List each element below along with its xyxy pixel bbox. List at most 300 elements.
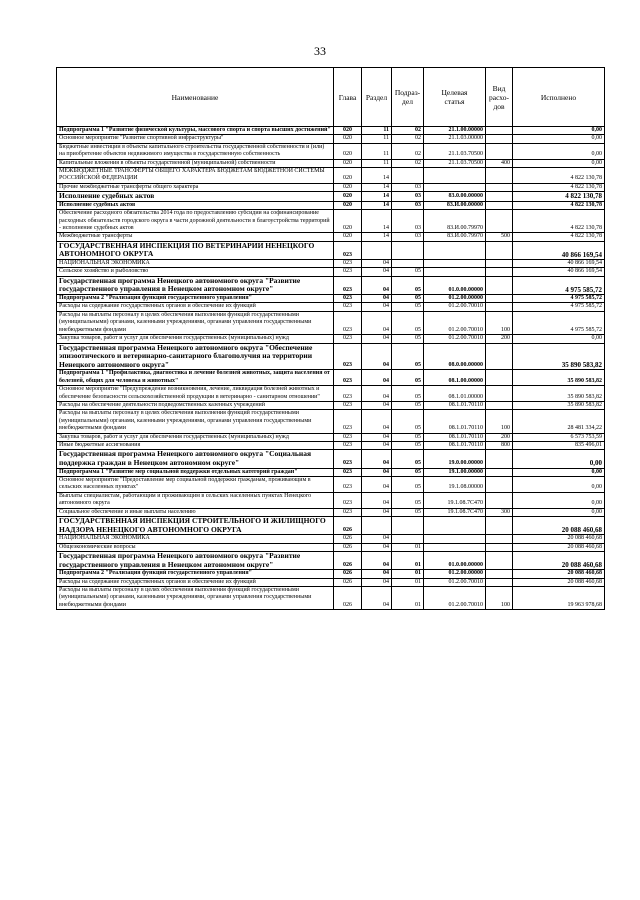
- row-vid: [486, 201, 513, 209]
- row-name: Исполнение судебных актов: [57, 192, 334, 202]
- row-glava: 026: [334, 578, 362, 586]
- row-statya: 01.2.00.70010: [424, 578, 486, 586]
- table-row: [57, 570, 605, 578]
- row-podrazdel: [392, 516, 424, 534]
- row-name: Расходы на выплаты персоналу в целях обеспечения выполнения функций государственными (муниципальными) органами, казенными учреждениями, органами управления государственными внебюджетными фондами: [57, 311, 334, 334]
- row-name: Обеспечение расходного обязательства 2014 года по предоставлению субсидии на софинансирование расходных обязательств городского округа в части дорожной деятельности в благоустройства территорий - исполнение судебных актов: [57, 210, 334, 233]
- row-razdel: 04: [362, 295, 392, 303]
- row-vid: [486, 241, 513, 259]
- row-podrazdel: 02: [392, 127, 424, 135]
- table-row: [57, 386, 605, 402]
- row-razdel: 04: [362, 492, 392, 508]
- row-statya: [424, 168, 486, 184]
- row-amount: 4 822 130,78: [513, 168, 605, 184]
- row-amount: 835 496,01: [513, 441, 605, 449]
- row-razdel: 04: [362, 410, 392, 433]
- row-name: ГОСУДАРСТВЕННАЯ ИНСПЕКЦИЯ СТРОИТЕЛЬНОГО И ЖИЛИЩНОГО НАДЗОРА НЕНЕЦКОГО АВТОНОМНОГО ОКРУГА: [57, 516, 334, 534]
- row-razdel: 04: [362, 303, 392, 311]
- row-statya: [424, 183, 486, 191]
- row-statya: 08.0.00.00000: [424, 343, 486, 370]
- row-razdel: 04: [362, 570, 392, 578]
- row-statya: 21.1.03.70500: [424, 159, 486, 167]
- row-razdel: 04: [362, 276, 392, 294]
- row-podrazdel: 02: [392, 143, 424, 159]
- table-row: [57, 508, 605, 516]
- row-glava: 023: [334, 386, 362, 402]
- row-vid: [486, 551, 513, 569]
- col-header-glava: Глава: [334, 68, 362, 127]
- row-podrazdel: 03: [392, 233, 424, 241]
- row-razdel: 04: [362, 386, 392, 402]
- row-vid: [486, 578, 513, 586]
- row-glava: 020: [334, 159, 362, 167]
- table-row: [57, 127, 605, 135]
- row-statya: 01.2.00.70010: [424, 586, 486, 609]
- row-razdel: 14: [362, 192, 392, 202]
- row-razdel: 14: [362, 210, 392, 233]
- row-razdel: [362, 241, 392, 259]
- table-row: [57, 159, 605, 167]
- row-name: Расходы на содержание государственных органов и обеспечение их функций: [57, 303, 334, 311]
- row-amount: 20 088 460,68: [513, 570, 605, 578]
- row-podrazdel: [392, 535, 424, 543]
- row-statya: 01.2.00.70010: [424, 311, 486, 334]
- row-name: МЕЖБЮДЖЕТНЫЕ ТРАНСФЕРТЫ ОБЩЕГО ХАРАКТЕРА БЮДЖЕТАМ БЮДЖЕТНОЙ СИСТЕМЫ РОССИЙСКОЙ ФЕДЕРАЦИИ: [57, 168, 334, 184]
- table-row: [57, 370, 605, 386]
- row-statya: 08.1.01.70110: [424, 433, 486, 441]
- col-header-amount: Исполнено: [513, 68, 605, 127]
- row-name: Капитальные вложения в объекты государственной (муниципальной) собственности: [57, 159, 334, 167]
- col-header-vid: Вид расхо- дов: [486, 68, 513, 127]
- row-amount: 4 822 130,78: [513, 183, 605, 191]
- row-podrazdel: 01: [392, 570, 424, 578]
- col-header-podrazdel: Подраз- дел: [392, 68, 424, 127]
- table-row: [57, 476, 605, 492]
- row-name: Сельское хозяйство и рыболовство: [57, 268, 334, 276]
- row-name: Общеэкономические вопросы: [57, 543, 334, 551]
- row-glava: 023: [334, 410, 362, 433]
- row-vid: 100: [486, 311, 513, 334]
- row-razdel: 04: [362, 476, 392, 492]
- row-podrazdel: 01: [392, 551, 424, 569]
- row-podrazdel: 01: [392, 578, 424, 586]
- row-name: Государственная программа Ненецкого автономного округа "Обеспечение эпизоотического и ветеринарно-санитарного благополучия на территории Ненецкого автономного округа": [57, 343, 334, 370]
- row-glava: 023: [334, 311, 362, 334]
- row-statya: 08.1.00.00000: [424, 370, 486, 386]
- row-amount: 4 822 130,78: [513, 210, 605, 233]
- row-vid: [486, 468, 513, 476]
- row-statya: 01.2.00.70010: [424, 303, 486, 311]
- row-razdel: 14: [362, 183, 392, 191]
- row-amount: 0,00: [513, 492, 605, 508]
- row-name: Иные бюджетные ассигнования: [57, 441, 334, 449]
- table-row: [57, 343, 605, 370]
- row-razdel: 04: [362, 578, 392, 586]
- row-amount: 20 088 460,68: [513, 578, 605, 586]
- row-amount: 6 573 753,59: [513, 433, 605, 441]
- row-vid: [486, 183, 513, 191]
- row-podrazdel: 05: [392, 433, 424, 441]
- table-row: [57, 516, 605, 534]
- row-statya: 19.1.08.7С470: [424, 492, 486, 508]
- row-razdel: 04: [362, 343, 392, 370]
- row-vid: [486, 295, 513, 303]
- row-razdel: 04: [362, 586, 392, 609]
- row-podrazdel: 03: [392, 183, 424, 191]
- row-amount: 40 866 169,54: [513, 268, 605, 276]
- row-name: Расходы на обеспечение деятельности подведомственных казенных учреждений: [57, 401, 334, 409]
- row-statya: 08.1.01.70110: [424, 441, 486, 449]
- row-amount: 4 822 130,78: [513, 192, 605, 202]
- row-amount: 4 975 585,72: [513, 303, 605, 311]
- row-amount: 20 088 460,68: [513, 551, 605, 569]
- row-name: Подпрограмма 1 "Развитие мер социальной поддержки отдельных категорий граждан": [57, 468, 334, 476]
- row-razdel: 04: [362, 433, 392, 441]
- row-vid: [486, 303, 513, 311]
- row-vid: [486, 516, 513, 534]
- row-amount: 0,00: [513, 127, 605, 135]
- row-vid: [486, 135, 513, 143]
- row-statya: [424, 543, 486, 551]
- row-amount: 4 975 585,72: [513, 276, 605, 294]
- row-podrazdel: [392, 260, 424, 268]
- row-glava: 023: [334, 335, 362, 343]
- row-statya: 19.1.00.00000: [424, 468, 486, 476]
- row-podrazdel: 01: [392, 586, 424, 609]
- row-name: Основное мероприятие "Предупреждение возникновения, лечение, ликвидация болезней животных и обеспечение безопасности сельскохозяйственной продукции в ветеринарно - санитарном отношении": [57, 386, 334, 402]
- row-podrazdel: 02: [392, 159, 424, 167]
- row-podrazdel: 01: [392, 543, 424, 551]
- row-statya: 01.2.00.00000: [424, 570, 486, 578]
- row-vid: [486, 127, 513, 135]
- row-razdel: 04: [362, 260, 392, 268]
- row-amount: 4 975 585,72: [513, 295, 605, 303]
- row-statya: 19.1.08.00000: [424, 476, 486, 492]
- row-name: Прочие межбюджетные трансферты общего характера: [57, 183, 334, 191]
- row-amount: 0,00: [513, 476, 605, 492]
- row-amount: 0,00: [513, 508, 605, 516]
- row-amount: 4 975 585,72: [513, 311, 605, 334]
- table-row: [57, 168, 605, 184]
- row-vid: 800: [486, 441, 513, 449]
- row-name: Бюджетные инвестиции в объекты капитального строительства государственной собственности и (или) на приобретение объектов недвижимого имущества в государственную собственность: [57, 143, 334, 159]
- table-row: [57, 143, 605, 159]
- row-podrazdel: 05: [392, 492, 424, 508]
- row-podrazdel: 05: [392, 441, 424, 449]
- row-glava: 023: [334, 508, 362, 516]
- row-amount: 0,00: [513, 135, 605, 143]
- row-vid: [486, 143, 513, 159]
- table-row: [57, 192, 605, 202]
- row-podrazdel: 05: [392, 450, 424, 468]
- table-row: [57, 468, 605, 476]
- row-amount: 0,00: [513, 143, 605, 159]
- row-vid: [486, 343, 513, 370]
- row-statya: 21.1.00.00000: [424, 127, 486, 135]
- row-name: Государственная программа Ненецкого автономного округа "Развитие государственного управления в Ненецком автономном округе": [57, 551, 334, 569]
- row-glava: 023: [334, 260, 362, 268]
- row-name: Расходы на выплаты персоналу в целях обеспечения выполнения функций государственными (муниципальными) органами, казенными учреждениями, органами управления государственными внебюджетными фондами: [57, 586, 334, 609]
- row-name: Выплаты специалистам, работающим и проживающим в сельских населенных пунктах Ненецкого автономного округа: [57, 492, 334, 508]
- row-statya: 83.0.00.00000: [424, 192, 486, 202]
- row-name: Межбюджетные трансферты: [57, 233, 334, 241]
- row-vid: [486, 492, 513, 508]
- table-row: [57, 450, 605, 468]
- table-body: [57, 127, 605, 610]
- row-statya: [424, 268, 486, 276]
- row-name: Закупка товаров, работ и услуг для обеспечения государственных (муниципальных) нужд: [57, 335, 334, 343]
- row-glava: 023: [334, 441, 362, 449]
- row-razdel: 04: [362, 401, 392, 409]
- col-header-statya: Целевая статья: [424, 68, 486, 127]
- row-amount: 0,00: [513, 468, 605, 476]
- table-row: [57, 276, 605, 294]
- row-podrazdel: 03: [392, 210, 424, 233]
- row-podrazdel: [392, 241, 424, 259]
- row-glava: 020: [334, 168, 362, 184]
- row-vid: 200: [486, 433, 513, 441]
- row-glava: 023: [334, 492, 362, 508]
- row-glava: 020: [334, 127, 362, 135]
- row-vid: [486, 386, 513, 402]
- row-amount: 35 890 583,82: [513, 370, 605, 386]
- row-name: ГОСУДАРСТВЕННАЯ ИНСПЕКЦИЯ ПО ВЕТЕРИНАРИИ НЕНЕЦКОГО АВТОНОМНОГО ОКРУГА: [57, 241, 334, 259]
- row-statya: 21.1.03.00000: [424, 135, 486, 143]
- row-glava: 026: [334, 535, 362, 543]
- row-glava: 023: [334, 268, 362, 276]
- row-glava: 026: [334, 551, 362, 569]
- row-glava: 023: [334, 468, 362, 476]
- table-header-row: [57, 68, 605, 127]
- row-podrazdel: 05: [392, 370, 424, 386]
- row-name: НАЦИОНАЛЬНАЯ ЭКОНОМИКА: [57, 260, 334, 268]
- row-vid: [486, 535, 513, 543]
- row-razdel: 04: [362, 468, 392, 476]
- row-vid: [486, 276, 513, 294]
- row-razdel: 14: [362, 168, 392, 184]
- row-podrazdel: 05: [392, 410, 424, 433]
- table-row: [57, 492, 605, 508]
- row-podrazdel: 05: [392, 303, 424, 311]
- row-statya: 08.1.01.00000: [424, 386, 486, 402]
- row-vid: [486, 268, 513, 276]
- row-glava: 020: [334, 233, 362, 241]
- row-razdel: 04: [362, 311, 392, 334]
- row-glava: 020: [334, 192, 362, 202]
- table-row: [57, 135, 605, 143]
- row-name: Подпрограмма 1 "Развитие физической культуры, массового спорта и спорта высших достижений": [57, 127, 334, 135]
- row-statya: 21.1.03.70500: [424, 143, 486, 159]
- row-glava: 026: [334, 543, 362, 551]
- row-vid: 100: [486, 410, 513, 433]
- row-amount: 0,00: [513, 159, 605, 167]
- row-vid: 500: [486, 233, 513, 241]
- row-name: Основное мероприятие "Предоставление мер социальной поддержки гражданам, проживающим в сельских населенных пунктах": [57, 476, 334, 492]
- row-podrazdel: 05: [392, 508, 424, 516]
- row-statya: 01.2.00.00000: [424, 295, 486, 303]
- row-razdel: 04: [362, 543, 392, 551]
- table-row: [57, 303, 605, 311]
- row-glava: 020: [334, 143, 362, 159]
- row-razdel: 04: [362, 535, 392, 543]
- row-razdel: 14: [362, 233, 392, 241]
- row-razdel: 11: [362, 135, 392, 143]
- row-podrazdel: 05: [392, 335, 424, 343]
- row-razdel: 11: [362, 127, 392, 135]
- row-amount: 4 822 130,78: [513, 201, 605, 209]
- row-statya: [424, 260, 486, 268]
- row-razdel: 11: [362, 159, 392, 167]
- row-statya: 19.0.00.00000: [424, 450, 486, 468]
- row-glava: 020: [334, 210, 362, 233]
- table-row: [57, 578, 605, 586]
- table-row: [57, 535, 605, 543]
- row-podrazdel: 05: [392, 295, 424, 303]
- row-vid: [486, 401, 513, 409]
- row-razdel: 04: [362, 450, 392, 468]
- row-statya: 01.2.00.70010: [424, 335, 486, 343]
- row-name: Подпрограмма 2 "Реализация функций государственного управления": [57, 295, 334, 303]
- row-podrazdel: 05: [392, 386, 424, 402]
- col-header-name: Наименование: [57, 68, 334, 127]
- col-header-razdel: Раздел: [362, 68, 392, 127]
- row-name: Подпрограмма 2 "Реализация функций государственного управления": [57, 570, 334, 578]
- row-name: Государственная программа Ненецкого автономного округа "Развитие государственного управления в Ненецком автономном округе": [57, 276, 334, 294]
- row-glava: 023: [334, 401, 362, 409]
- row-podrazdel: 05: [392, 343, 424, 370]
- table-row: [57, 410, 605, 433]
- table-row: [57, 183, 605, 191]
- row-statya: 83.И.00.79970: [424, 233, 486, 241]
- row-amount: 20 088 460,68: [513, 535, 605, 543]
- row-statya: 08.1.01.70110: [424, 401, 486, 409]
- row-podrazdel: 05: [392, 276, 424, 294]
- row-glava: 023: [334, 450, 362, 468]
- row-name: Социальное обеспечение и иные выплаты населению: [57, 508, 334, 516]
- row-amount: 40 866 169,54: [513, 260, 605, 268]
- row-glava: 020: [334, 183, 362, 191]
- table-row: [57, 295, 605, 303]
- row-vid: [486, 370, 513, 386]
- row-razdel: 04: [362, 335, 392, 343]
- row-glava: 020: [334, 201, 362, 209]
- table-row: [57, 543, 605, 551]
- row-podrazdel: 05: [392, 268, 424, 276]
- row-podrazdel: 05: [392, 476, 424, 492]
- table-row: [57, 311, 605, 334]
- row-vid: [486, 192, 513, 202]
- row-vid: 200: [486, 335, 513, 343]
- row-glava: 020: [334, 135, 362, 143]
- row-name: Государственная программа Ненецкого автономного округа "Социальная поддержка граждан в Ненецком автономном округе": [57, 450, 334, 468]
- row-statya: 83.И.00.79970: [424, 210, 486, 233]
- row-razdel: 04: [362, 441, 392, 449]
- row-razdel: 04: [362, 370, 392, 386]
- row-statya: [424, 535, 486, 543]
- row-name: Закупка товаров, работ и услуг для обеспечения государственных (муниципальных) нужд: [57, 433, 334, 441]
- row-statya: 01.0.00.00000: [424, 276, 486, 294]
- row-razdel: 04: [362, 551, 392, 569]
- row-podrazdel: 03: [392, 192, 424, 202]
- row-vid: [486, 450, 513, 468]
- row-amount: 0,00: [513, 335, 605, 343]
- row-glava: 023: [334, 303, 362, 311]
- row-glava: 026: [334, 516, 362, 534]
- row-podrazdel: 05: [392, 311, 424, 334]
- row-glava: 023: [334, 433, 362, 441]
- row-razdel: [362, 516, 392, 534]
- row-vid: 300: [486, 508, 513, 516]
- budget-table: [56, 67, 605, 610]
- row-amount: 35 890 583,82: [513, 386, 605, 402]
- row-vid: [486, 168, 513, 184]
- table-row: [57, 241, 605, 259]
- row-razdel: 04: [362, 268, 392, 276]
- row-name: Основное мероприятие "Развитие спортивной инфраструктуры": [57, 135, 334, 143]
- row-name: Исполнение судебных актов: [57, 201, 334, 209]
- row-glava: 023: [334, 476, 362, 492]
- row-podrazdel: 02: [392, 135, 424, 143]
- table-row: [57, 210, 605, 233]
- row-amount: 20 088 460,68: [513, 516, 605, 534]
- table-row: [57, 233, 605, 241]
- row-amount: 40 866 169,54: [513, 241, 605, 259]
- row-vid: [486, 570, 513, 578]
- row-podrazdel: 05: [392, 401, 424, 409]
- row-glava: 023: [334, 295, 362, 303]
- row-amount: 0,00: [513, 450, 605, 468]
- row-glava: 023: [334, 343, 362, 370]
- row-amount: 19 963 978,68: [513, 586, 605, 609]
- row-razdel: 11: [362, 143, 392, 159]
- table-row: [57, 433, 605, 441]
- row-podrazdel: 03: [392, 201, 424, 209]
- table-row: [57, 201, 605, 209]
- table-row: [57, 268, 605, 276]
- row-glava: 023: [334, 370, 362, 386]
- row-name: Расходы на содержание государственных органов и обеспечение их функций: [57, 578, 334, 586]
- row-glava: 026: [334, 570, 362, 578]
- table-row: [57, 586, 605, 609]
- row-name: Расходы на выплаты персоналу в целях обеспечения выполнения функций государственными (муниципальными) органами, казенными учреждениями, органами управления государственными внебюджетными фондами: [57, 410, 334, 433]
- row-razdel: 14: [362, 201, 392, 209]
- row-vid: [486, 543, 513, 551]
- row-vid: 400: [486, 159, 513, 167]
- row-podrazdel: 05: [392, 468, 424, 476]
- row-amount: 35 890 583,82: [513, 343, 605, 370]
- table-row: [57, 260, 605, 268]
- row-amount: 20 088 460,68: [513, 543, 605, 551]
- row-glava: 023: [334, 241, 362, 259]
- row-amount: 28 481 334,22: [513, 410, 605, 433]
- row-razdel: 04: [362, 508, 392, 516]
- row-amount: 4 822 130,78: [513, 233, 605, 241]
- row-name: НАЦИОНАЛЬНАЯ ЭКОНОМИКА: [57, 535, 334, 543]
- table-row: [57, 551, 605, 569]
- row-podrazdel: [392, 168, 424, 184]
- row-vid: [486, 210, 513, 233]
- table-row: [57, 335, 605, 343]
- row-name: Подпрограмма 1 "Профилактика, диагностика и лечение болезней животных, защита населения от болезней, общих для человека и животных": [57, 370, 334, 386]
- row-statya: 01.0.00.00000: [424, 551, 486, 569]
- row-statya: 83.И.00.00000: [424, 201, 486, 209]
- row-statya: [424, 516, 486, 534]
- row-statya: [424, 241, 486, 259]
- table-row: [57, 441, 605, 449]
- row-statya: 19.1.08.7С470: [424, 508, 486, 516]
- table-row: [57, 401, 605, 409]
- row-vid: [486, 260, 513, 268]
